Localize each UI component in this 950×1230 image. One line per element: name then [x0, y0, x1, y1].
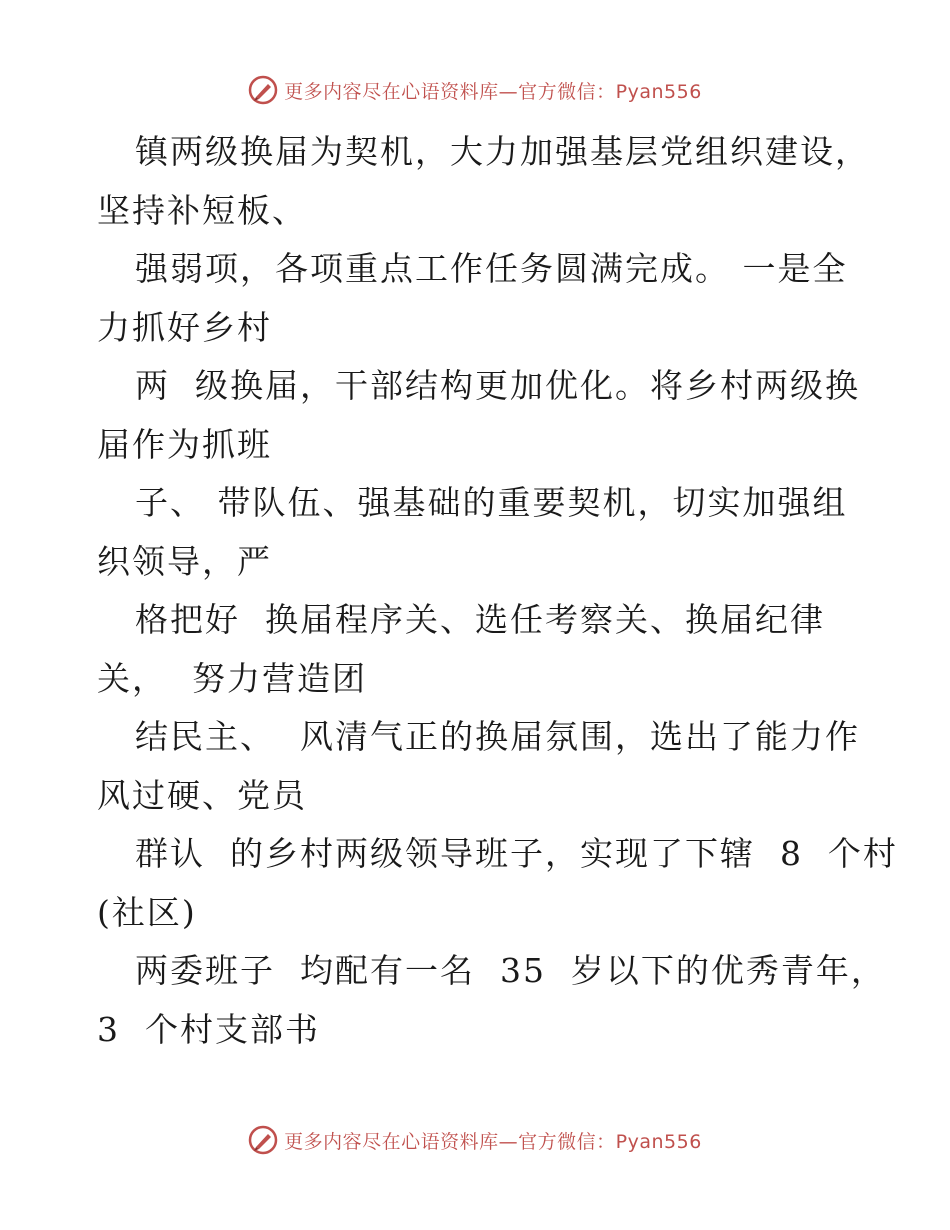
text-line: (社区) [97, 892, 197, 932]
text-line: 届作为抓班 [97, 424, 272, 464]
text-line: 群认 的乡村两级领导班子，实现了下辖 8 个村 [135, 834, 898, 873]
text-line: 镇两级换届为契机，大力加强基层党组织建设， [135, 132, 870, 171]
pen-logo-icon [248, 1125, 278, 1155]
text-line: 坚持补短板、 [97, 190, 307, 230]
text-line: 力抓好乡村 [97, 307, 272, 347]
pen-logo-icon [248, 75, 278, 105]
text-line: 格把好 换届程序关、选任考察关、换届纪律 [135, 600, 825, 639]
text-line: 3 个村支部书 [97, 1009, 320, 1049]
text-line: 两 级换届，干部结构更加优化。将乡村两级换 [135, 366, 860, 405]
header-banner [0, 72, 950, 108]
text-line: 织领导，严 [97, 541, 272, 581]
text-line: 子、 带队伍、强基础的重要契机，切实加强组 [135, 483, 848, 522]
text-line: 结民主、 风清气正的换届氛围，选出了能力作 [135, 717, 860, 756]
header-banner-text: 更多内容尽在心语资料库—官方微信：Pyan556 [284, 80, 702, 103]
text-line: 强弱项，各项重点工作任务圆满完成。 一是全 [135, 249, 848, 288]
text-line: 风过硬、党员 [97, 775, 307, 815]
text-line: 关， 努力营造团 [97, 658, 367, 698]
document-body [97, 123, 898, 1059]
text-line: 两委班子 均配有一名 35 岁以下的优秀青年， [135, 951, 886, 990]
footer-banner [0, 1122, 950, 1158]
footer-banner-text: 更多内容尽在心语资料库—官方微信：Pyan556 [284, 1130, 702, 1153]
